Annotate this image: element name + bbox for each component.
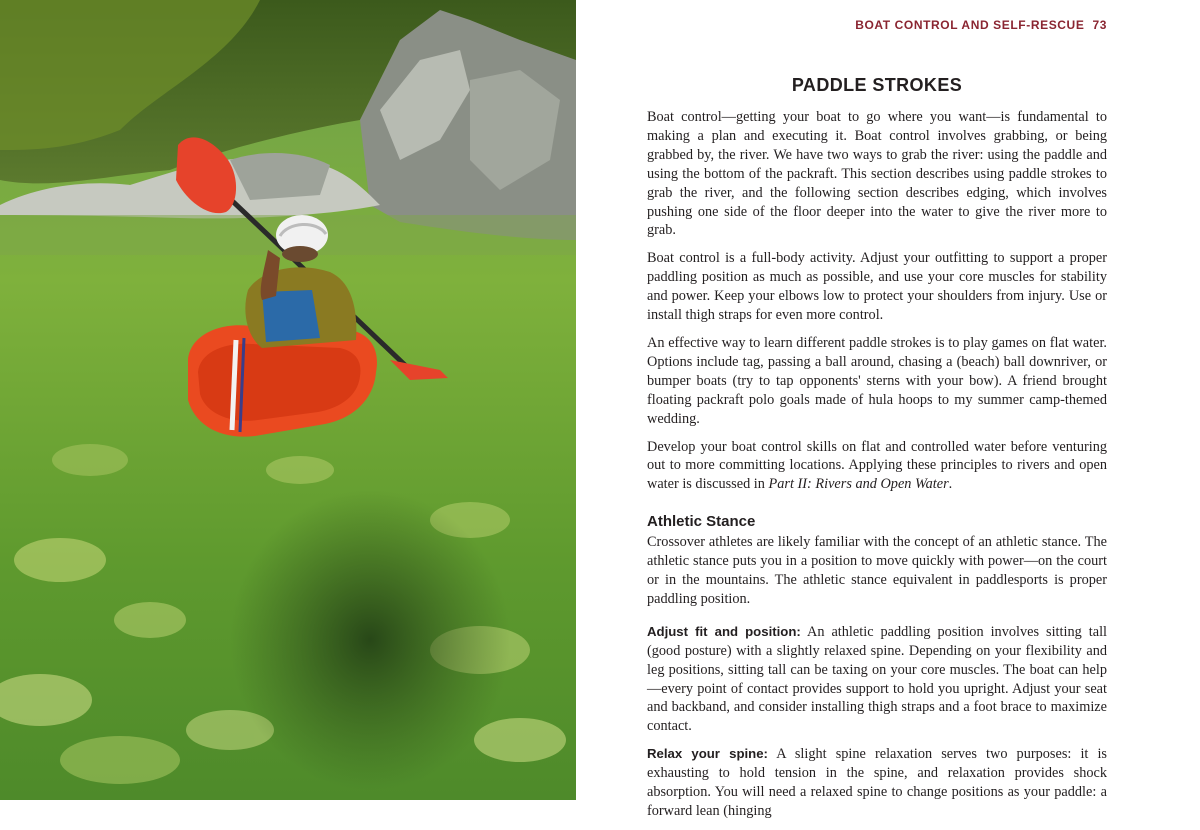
- paragraph-3: An effective way to learn different paddle strokes is to play games on flat water. Options include tag, passing a ball around, chasing a (beach) ball downriver, or bumper boats (try to tap opponents' sterns with your bow). A friend brought floating packraft polo goals made of hula hoops to my summer camp-themed wedding.: [647, 334, 1107, 427]
- item-relax-spine-text: A slight spine relaxation serves two purposes: it is exhausting to hold tension in the spine, and relaxation provides shock absorption. You will need a relaxed spine to change positions as your paddle: a forward lean (hinging: [647, 746, 1108, 819]
- paragraph-4: [647, 438, 1107, 495]
- running-head-section: BOAT CONTROL AND SELF-RESCUE: [855, 18, 1085, 32]
- item-relax-spine-lead: Relax your spine:: [647, 746, 768, 762]
- running-head: [855, 18, 1107, 32]
- page-number: 73: [1092, 18, 1107, 32]
- item-adjust-fit-lead: Adjust fit and position:: [647, 623, 801, 639]
- section-heading: PADDLE STROKES: [791, 75, 963, 95]
- item-adjust-fit: [647, 623, 1107, 736]
- paragraph-4-italic: Part II: Rivers and Open Water: [768, 476, 949, 493]
- paragraph-2: Boat control is a full-body activity. Adjust your outfitting to support a proper paddling position as much as possible, and use your core muscles for stability and power. Keep your elbows low to protect your shoulders from injury. Use or install thigh straps for even more control.: [647, 250, 1107, 324]
- body-column: [647, 108, 1107, 830]
- paragraph-1: Boat control—getting your boat to go where you want—is fundamental to making a plan and executing it. Boat control involves grabbing, or being grabbed by, the river. We have two ways to grab the river: using the paddle and using the bottom of the packraft. This section describes using paddle strokes to grab the river, and the following section describes edging, which involves pushing one side of the floor deeper into the water to give the river more to grab.: [647, 109, 1107, 239]
- subsection-intro: Crossover athletes are likely familiar with the concept of an athletic stance. The athletic stance puts you in a position to move quickly with power—on the court or in the mountains. The athletic stance equivalent in paddlesports is proper paddling position.: [647, 534, 1107, 607]
- paragraph-4-end: .: [948, 476, 953, 493]
- subsection-title: Athletic Stance: [647, 513, 756, 531]
- photo-packrafter: [0, 0, 576, 800]
- paragraph-4-text: Develop your boat control skills on flat and controlled water before venturing out to more committing locations. Applying these principles to rivers and open water is discussed in: [647, 438, 1107, 493]
- item-adjust-fit-text: An athletic paddling position involves sitting tall (good posture) with a slightly relaxed spine. Depending on your flexibility and leg positions, sitting tall can be taxing on your core muscles. The boat can help—every point of contact provides support to hold you upright. Adjust your seat and backband, and consider installing thigh straps and a foot brace to maximize contact.: [647, 623, 1108, 735]
- text-page: [576, 0, 1200, 819]
- item-relax-spine: [647, 745, 1107, 821]
